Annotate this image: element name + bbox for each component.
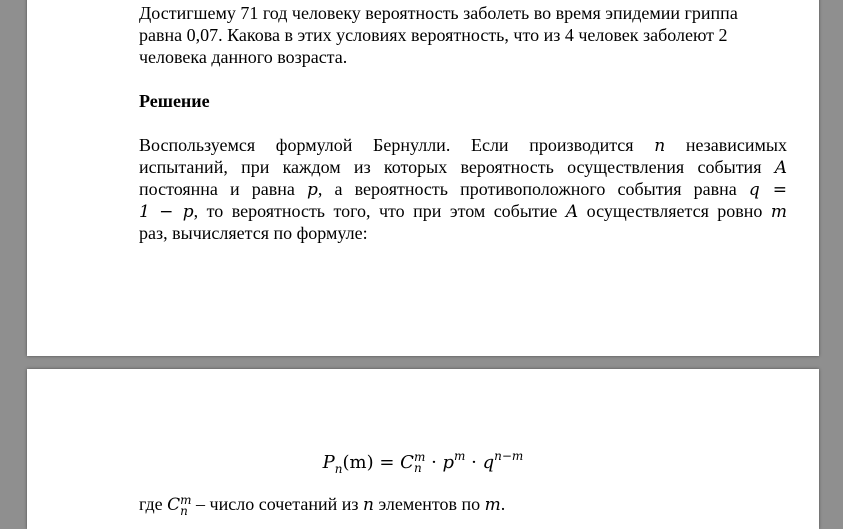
problem-line-3: человека данного возраста. (139, 47, 348, 67)
where-C-letter: C (167, 495, 181, 515)
formula-C-sub: n (413, 461, 422, 475)
where-line (139, 493, 505, 517)
bernoulli-formula (27, 449, 819, 476)
formula-arg: (m) = (342, 452, 401, 473)
where-prefix: где (139, 494, 163, 514)
where-end: . (500, 494, 506, 514)
formula-q-sup: n−m (494, 449, 524, 463)
bernoulli-text: осуществляется ровно (586, 201, 763, 221)
math-var-p: p (307, 180, 318, 200)
math-q-equals: q = (748, 180, 788, 200)
problem-line-1: Достигшему 71 год человеку вероятность заболеть во время эпидемии гриппа (139, 3, 738, 23)
formula-dot: · (465, 452, 483, 473)
where-C-sup: m (180, 492, 192, 507)
math-var-n: n (654, 136, 666, 156)
formula-P-sub: n (334, 462, 343, 476)
document-page-2 (27, 369, 819, 529)
document-page-1 (27, 0, 819, 356)
problem-line-2: равна 0,07. Какова в этих условиях вероятность, что из 4 человек заболеют 2 (139, 25, 728, 45)
formula-C-indices (414, 452, 425, 474)
bernoulli-text: , то вероятность того, что при этом событие (193, 201, 558, 221)
math-var-m: m (770, 202, 788, 222)
formula-p-sup: m (454, 449, 466, 463)
bernoulli-line-1 (139, 134, 787, 157)
bernoulli-line-2 (139, 156, 787, 179)
math-var-A: A (774, 158, 788, 178)
bernoulli-line-3 (139, 178, 787, 201)
formula-q: q (482, 452, 495, 473)
solution-heading: Решение (139, 91, 210, 111)
where-n: n (363, 495, 374, 515)
formula-p: p (442, 452, 455, 473)
bernoulli-text: испытаний, при каждом из которых вероятность осуществления события (139, 157, 762, 177)
math-var-A: A (565, 202, 579, 222)
where-C-sub: n (180, 503, 188, 518)
bernoulli-line-4 (139, 200, 787, 223)
where-m: m (484, 495, 501, 515)
formula-dot: · (425, 452, 443, 473)
bernoulli-text: , а вероятность противоположного события равна (317, 179, 737, 199)
bernoulli-text: постоянна и равна (139, 179, 295, 199)
where-C (167, 492, 192, 518)
where-suffix: – число сочетаний из (196, 494, 359, 514)
formula-P: P (322, 452, 335, 473)
bernoulli-line-5: раз, вычисляется по формуле: (139, 223, 368, 243)
bernoulli-text: независимых (685, 135, 787, 155)
formula-C-sup: m (413, 450, 426, 464)
formula-C: C (400, 452, 414, 473)
bernoulli-text: Воспользуемся формулой Бернулли. Если производится (139, 135, 634, 155)
where-middle: элементов по (378, 494, 481, 514)
math-one-minus-p: 1 − p (139, 202, 194, 222)
